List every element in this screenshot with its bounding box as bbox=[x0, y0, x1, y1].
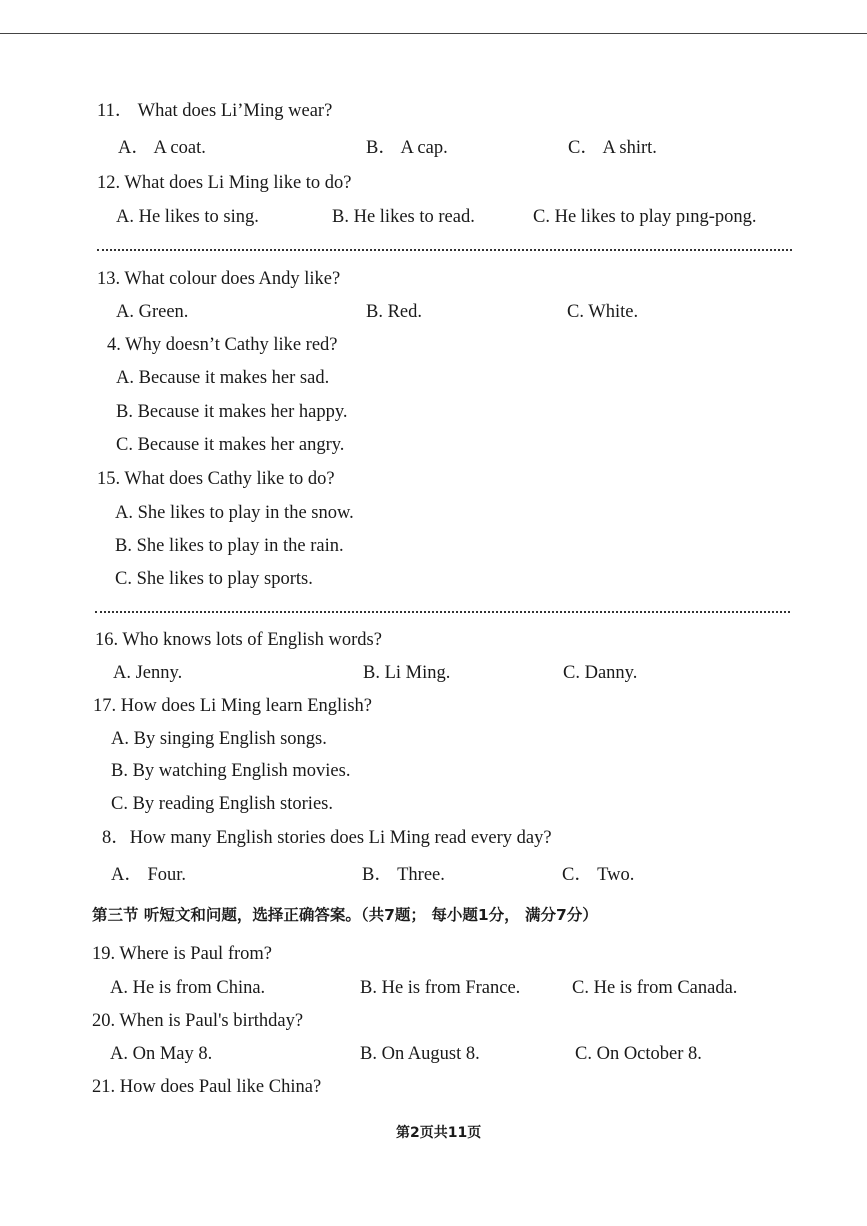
option-12b: B. He likes to read. bbox=[332, 207, 475, 227]
question-20: 20. When is Paul's birthday? bbox=[92, 1011, 304, 1031]
option-13a: A. Green. bbox=[116, 302, 189, 322]
question-21: 21. How does Paul like China? bbox=[92, 1077, 322, 1097]
option-11a: A． A coat. bbox=[118, 138, 206, 158]
question-14: 4. Why doesn’t Cathy like red? bbox=[107, 335, 338, 355]
option-16b: B. Li Ming. bbox=[363, 663, 451, 683]
option-19c: C. He is from Canada. bbox=[572, 978, 738, 998]
option-19a: A. He is from China. bbox=[110, 978, 266, 998]
question-17: 17. How does Li Ming learn English? bbox=[93, 696, 372, 716]
option-18c: C． Two. bbox=[562, 865, 635, 885]
option-17a: A. By singing English songs. bbox=[111, 729, 327, 749]
option-14a: A. Because it makes her sad. bbox=[116, 368, 330, 388]
option-15a: A. She likes to play in the snow. bbox=[115, 503, 354, 523]
option-12a: A. He likes to sing. bbox=[116, 207, 259, 227]
option-11c: C． A shirt. bbox=[568, 138, 657, 158]
option-17c: C. By reading English stories. bbox=[111, 794, 333, 814]
option-20b: B. On August 8. bbox=[360, 1044, 480, 1064]
question-15: 15. What does Cathy like to do? bbox=[97, 469, 335, 489]
option-14c: C. Because it makes her angry. bbox=[116, 435, 345, 455]
question-12: 12. What does Li Ming like to do? bbox=[97, 173, 352, 193]
dotted-divider bbox=[97, 249, 792, 251]
question-16: 16. Who knows lots of English words? bbox=[95, 630, 382, 650]
option-17b: B. By watching English movies. bbox=[111, 761, 351, 781]
option-15b: B. She likes to play in the rain. bbox=[115, 536, 344, 556]
option-18a: A． Four. bbox=[111, 865, 187, 885]
question-19: 19. Where is Paul from? bbox=[92, 944, 272, 964]
option-16a: A. Jenny. bbox=[113, 663, 183, 683]
option-14b: B. Because it makes her happy. bbox=[116, 402, 348, 422]
question-13: 13. What colour does Andy like? bbox=[97, 269, 341, 289]
option-20c: C. On October 8. bbox=[575, 1044, 702, 1064]
option-15c: C. She likes to play sports. bbox=[115, 569, 313, 589]
option-20a: A. On May 8. bbox=[110, 1044, 213, 1064]
top-rule bbox=[0, 33, 867, 34]
option-19b: B. He is from France. bbox=[360, 978, 521, 998]
page-footer: 第2页共11页 bbox=[396, 1125, 482, 1141]
question-18: 8．How many English stories does Li Ming read every day? bbox=[102, 828, 552, 848]
section-3-heading: 第三节 听短文和问题，选择正确答案。（共7题； 每小题1分， 满分7分） bbox=[92, 906, 598, 924]
option-13b: B. Red. bbox=[366, 302, 423, 322]
option-18b: B． Three. bbox=[362, 865, 445, 885]
dotted-divider bbox=[95, 611, 790, 613]
option-13c: C. White. bbox=[567, 302, 639, 322]
option-16c: C. Danny. bbox=[563, 663, 638, 683]
option-12c: C. He likes to play pıng-pong. bbox=[533, 207, 757, 227]
question-11: 11． What does Li’Ming wear? bbox=[97, 101, 333, 121]
option-11b: B． A cap. bbox=[366, 138, 448, 158]
